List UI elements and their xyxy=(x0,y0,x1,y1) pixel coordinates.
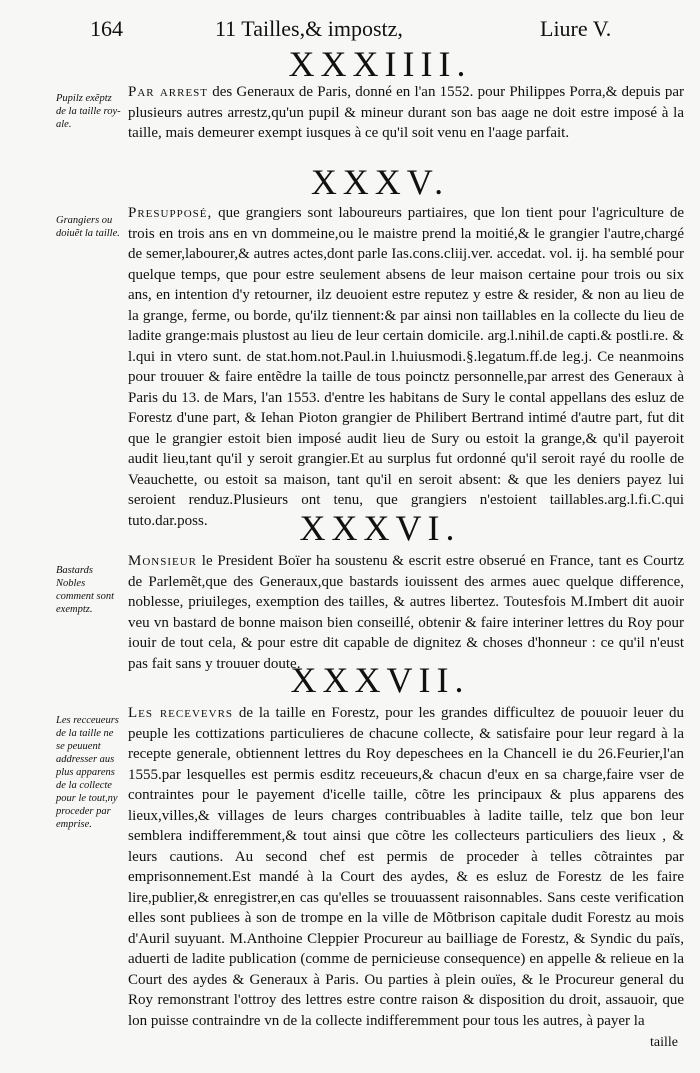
section-lead: Les recevevrs xyxy=(128,705,234,721)
running-header xyxy=(90,14,640,44)
running-title: 11 Tailles,& impostz, xyxy=(215,16,403,41)
section-text xyxy=(128,82,684,144)
section-text xyxy=(128,551,684,674)
section-lead: Presupposé, xyxy=(128,205,213,221)
catchword: taille xyxy=(650,1035,678,1050)
section-number: XXXIIII. xyxy=(288,44,472,84)
section-body: que grangiers sont laboureurs partiaires, que lon tient pour l'agriculture de trois en trois ans en vn dommeine,ou le maistre prend la moitié,& le grangier l'autre,chargé de semer,labourer,& autres actes,dont parle Ias.cons.cliij.ver. accedat. vol. ij. ha semblé pour quelque temps, que pour estre seulement absens de leur maison certaine pour trois ou six ans, en intention d'y retourner, ilz deuoient estre reputez y estre & resider, & non au lieu de la grange, ferme, ou borde, qu'ilz tiennent:& par ainsi non taillables en la collecte du lieu de ladite grange:mais plustost au lieu de leur certain domicile. arg.l.nihil.de capti.& postli.re. & l.qui in vtero sunt. de stat.hom.not.Paul.in l.huiusmodi.§.legatum.ff.de leg.j. Ce neanmoins pour trouuer & faire entẽdre la taille de tous poinctz personnelle,par arrest des Generaux à Paris du 13. de Mars, l'an 1553. d'entre les habitans de Sury le contal appellans des esluz de Forestz d'une part, & Iehan Pioton grangier de Philibert Bertrand intimé d'autre part, fut dit que le grangier estoit bien imposé audit lieu de Sury ou estoit la grange,& qu'il payeroit audit lieu,tant qu'il y seroit grangier.Et au surplus fut ordonné qu'il seroit rayé du roolle de Veauchette, ou estoit sa maison, tant qu'il en seroit absent: & que les deniers payez lui seroient renduz.Plusieurs ont tenu, que grangiers n'estoient taillables.arg.l.fi.C.qui tuto.dar.poss. xyxy=(128,205,684,529)
section-lead: Monsieur xyxy=(128,553,198,569)
section-body: des Generaux de Paris, donné en l'an 1552. pour Philippes Porra,& depuis par plusieurs autres arrestz,qu'un pupil & mineur durant son bas aage ne doit estre imposé à la taille, mais demeurer exempt iusques à ce qu'il soit venu en l'aage parfait. xyxy=(128,84,684,141)
section-lead: Par arrest xyxy=(128,84,208,100)
section-number: XXXVI. xyxy=(299,508,461,548)
section-number: XXXV. xyxy=(310,162,450,202)
margin-note: Les recceueurs de la taille ne se peuuent addresser aus plus apparens de la collecte pour le tout,ny proceder par emprise. xyxy=(56,715,119,830)
book-label: Liure V. xyxy=(540,16,612,41)
margin-note: Grangiers ou doiuẽt la taille. xyxy=(56,215,120,239)
section-text xyxy=(128,203,684,531)
section-number: XXXVII. xyxy=(290,660,470,700)
margin-note: Pupilz exẽptz de la taille roy-ale. xyxy=(56,93,121,130)
section-body: de la taille en Forestz, pour les grandes difficultez de pouuoir leuer du peuple les cottizations particulieres de chacune collecte, & satisfaire pour leur regard à la recepte generale, obtiennent lettres du Roy depeschees en la Chancell ie du 26.Feurier,l'an 1555.par lesquelles est permis esditz receueurs,& chacun d'eux en sa charge,faire vser de contraintes pour le payement d'icelle taille, cõtre les principaux & plus apparens des lieux,villes,& villages de leurs charges contribuables à ladite taille, telz que bon leur semblera indifferemment,& tout ainsi que cõtre les collecteurs particuliers des lieux , & leurs cautions. Au second chef est permis de proceder à telles cõtraintes par emprisonnement.Est mandé à la Court des aydes, & es esluz de Forestz de les faire lire,publier,& enregistrer,en cas qu'elles se trouuassent raisonnables. Sans ceste verification elles sont publiees à son de trompe en la ville de Mõtbrison capitale dudit Forestz au mois d'Auril suyuant. M.Anthoine Cleppier Procureur au bailliage de Forestz, & Syndic du païs, aduerti de ladite publication (comme de pernicieuse consequence) en appelle & relieue en la Court des aydes & Generaux à Paris. Ou parties à plein ouïes, & le Procureur general du Roy remonstrant l'ottroy des lettres estre contre raison & disposition du droit, assauoir, que lon puisse contraindre vn de la collecte indifferemment pour tous les autres, à payer la xyxy=(128,705,684,1029)
section-body: le President Boïer ha soustenu & escrit estre obserué en France, tant es Courtz de Parlemẽt,que des Generaux,que bastards iouissent des armes auec quelque difference, noblesse, priuileges, exemption des tailles, & autres libertez. Toutesfois M.Imbert dit auoir veu vn bastard de bonne maison bien conseillé, obtenir & faire interiner lettres du Roy pour iouir de tout cela, & pour estre dit capable de dignitez & choses d'honneur : ce qu'il n'eust pas fait sans y trouuer doute. xyxy=(128,553,684,672)
page-number: 164 xyxy=(90,16,123,41)
section-text xyxy=(128,703,684,1031)
margin-note: Bastards Nobles comment sont exemptz. xyxy=(56,565,115,615)
